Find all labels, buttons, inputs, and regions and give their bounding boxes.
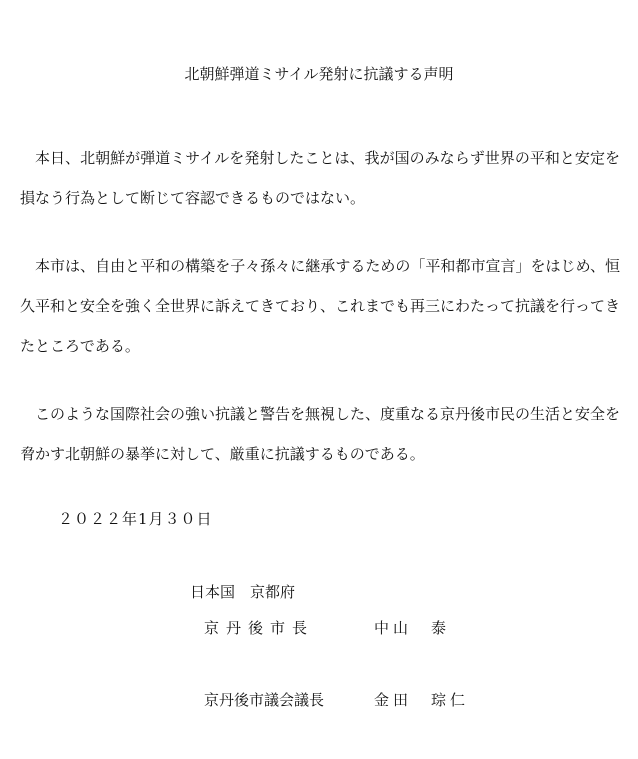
council-chair-name: 金田 琮仁 [374,691,470,709]
paragraph-2: 本市は、自由と平和の構築を子々孫々に継承するための「平和都市宣言」をはじめ、恒久平和と安全を強く全世界に訴えてきており、これまでも再三にわたって抗議を行ってきたところである。 [20,257,621,355]
paragraph-3: このような国際社会の強い抗議と警告を無視した、度重なる京丹後市民の生活と安全を脅かす北朝鮮の暴挙に対して、厳重に抗議するものである。 [20,405,621,463]
signatory-organization: 日本国 京都府 [190,583,296,601]
mayor-title: 京丹後市長 [204,619,315,637]
council-chair-title: 京丹後市議会議長 [204,691,325,709]
statement-date: ２０２２年1月３０日 [58,510,213,528]
document-title: 北朝鮮弾道ミサイル発射に抗議する声明 [184,65,454,83]
mayor-name: 中山 泰 [374,619,451,637]
paragraph-1: 本日、北朝鮮が弾道ミサイルを発射したことは、我が国のみならず世界の平和と安定を損なう行為として断じて容認できるものではない。 [20,149,620,207]
